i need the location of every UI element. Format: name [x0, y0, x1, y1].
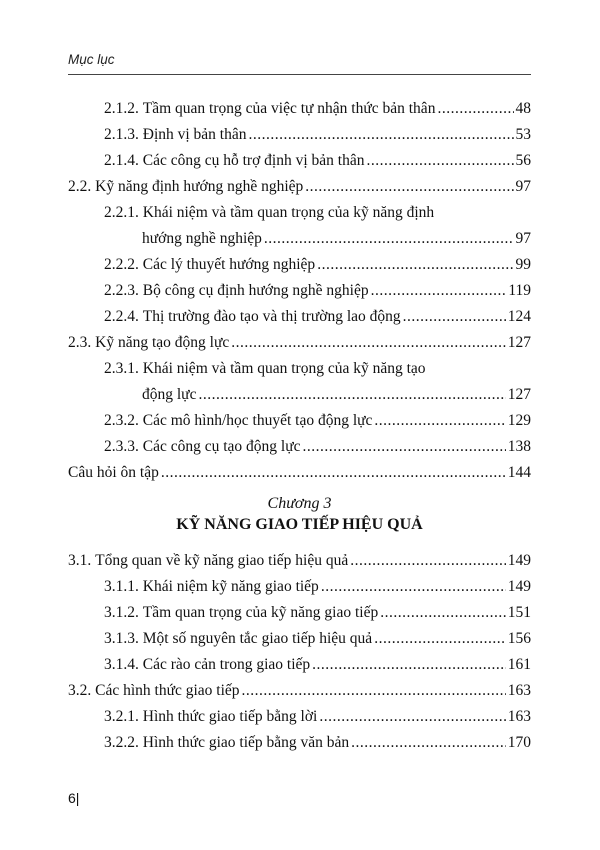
toc-entry-title: hướng nghề nghiệp [142, 230, 262, 247]
toc-entry-number: 3.1.3. [104, 630, 143, 647]
toc-entry-number: 2.2. [68, 178, 96, 195]
dot-leader [242, 678, 506, 704]
toc-entry-title: Định vị bản thân [142, 126, 247, 143]
toc-entry-page: 99 [515, 256, 531, 273]
toc-entry-title: Khái niệm kỹ năng giao tiếp [142, 578, 319, 595]
toc-entry [68, 652, 531, 678]
toc-entry-page: 163 [507, 682, 531, 699]
toc-entry-page: 97 [515, 230, 531, 247]
toc-entry-number: 2.1.3. [104, 126, 143, 143]
toc-entry-title: Tầm quan trọng của việc tự nhận thức bản thân [142, 100, 436, 117]
toc-entry-number: 3.2.2. [104, 734, 143, 751]
toc-entry [68, 330, 531, 356]
dot-leader [403, 304, 506, 330]
toc-entry [68, 96, 531, 122]
toc-entry [68, 626, 531, 652]
dot-leader [312, 652, 506, 678]
dot-leader [351, 730, 506, 756]
dot-leader [317, 252, 513, 278]
toc-entry-title: Các công cụ hỗ trợ định vị bản thân [142, 152, 365, 169]
toc-entry-page: 129 [507, 412, 531, 429]
toc-entry [68, 382, 531, 408]
dot-leader [198, 382, 505, 408]
toc-entry-title: động lực [142, 386, 197, 403]
header-rule [68, 74, 531, 75]
dot-leader [249, 122, 514, 148]
toc-entry-page: 151 [507, 604, 531, 621]
toc-entry-page: 56 [515, 152, 531, 169]
toc-entry-page: 156 [507, 630, 531, 647]
toc-entry-page: 48 [515, 100, 531, 117]
dot-leader [371, 278, 507, 304]
toc-entry-title: Tổng quan về kỹ năng giao tiếp hiệu quả [95, 552, 349, 569]
dot-leader [350, 548, 506, 574]
toc-entry-page: 127 [507, 334, 531, 351]
toc-entry [68, 730, 531, 756]
toc-entry [68, 252, 531, 278]
dot-leader [303, 434, 506, 460]
toc-entry-number: 2.2.4. [104, 308, 143, 325]
toc-entry [68, 148, 531, 174]
dot-leader [437, 96, 513, 122]
toc-entry-title: Câu hỏi ôn tập [68, 464, 159, 481]
dot-leader [321, 574, 506, 600]
toc-entry-page: 124 [507, 308, 531, 325]
toc-entry-number: 3.2.1. [104, 708, 143, 725]
toc-entry-page: 119 [508, 282, 531, 299]
toc-entry-number: 2.2.3. [104, 282, 143, 299]
toc-entry-title: Kỹ năng tạo động lực [95, 334, 230, 351]
dot-leader [264, 226, 514, 252]
toc-entry-page: 138 [507, 438, 531, 455]
toc-entry [68, 434, 531, 460]
toc-entry-title: Các công cụ tạo động lực [142, 438, 301, 455]
toc-entry-title: Hình thức giao tiếp bằng lời [142, 708, 318, 725]
toc-entry [68, 122, 531, 148]
dot-leader [374, 626, 506, 652]
dot-leader [380, 600, 506, 626]
toc-entry-number: 3.1.1. [104, 578, 143, 595]
toc-entry-number: 3.1. [68, 552, 96, 569]
toc-entry [68, 226, 531, 252]
toc-entry-title: Các rào cản trong giao tiếp [142, 656, 311, 673]
toc-entry [68, 574, 531, 600]
toc-entry-number: 2.1.4. [104, 152, 143, 169]
toc-entry [68, 408, 531, 434]
toc-entry [68, 600, 531, 626]
toc-entry-number: 3.1.2. [104, 604, 143, 621]
toc-entry-page: 149 [507, 552, 531, 569]
toc-entry-number: 2.1.2. [104, 100, 143, 117]
dot-leader [374, 408, 505, 434]
dot-leader [319, 704, 505, 730]
dot-leader [231, 330, 506, 356]
toc-entry-page: 144 [507, 464, 531, 481]
running-title: Mục lục [68, 52, 115, 67]
page-number: 6| [68, 790, 80, 806]
toc-entry [68, 460, 531, 486]
toc-entry-number: 2.3. [68, 334, 96, 351]
toc-entry-title: Kỹ năng định hướng nghề nghiệp [95, 178, 304, 195]
toc-entry [68, 548, 531, 574]
toc-entry [68, 278, 531, 304]
toc-entry-number: 3.1.4. [104, 656, 143, 673]
toc-entry [68, 174, 531, 200]
dot-leader [161, 460, 506, 486]
toc-entry-title: Hình thức giao tiếp bằng văn bản [142, 734, 350, 751]
toc-entry-title: Tầm quan trọng của kỹ năng giao tiếp [142, 604, 379, 621]
toc-entry [68, 304, 531, 330]
toc-entry-number: 3.2. [68, 682, 96, 699]
dot-leader [366, 148, 513, 174]
toc-entry-title: Các hình thức giao tiếp [95, 682, 240, 699]
toc-section-chapter-2 [68, 96, 531, 486]
toc-section-chapter-3 [68, 548, 531, 756]
toc-entry-title: Thị trường đào tạo và thị trường lao động [142, 308, 401, 325]
toc-entry [68, 704, 531, 730]
chapter-label: Chương 3 [267, 495, 332, 512]
toc-entry-number: 2.2.2. [104, 256, 143, 273]
dot-leader [305, 174, 513, 200]
toc-entry [68, 678, 531, 704]
toc-entry-number: 2.3.3. [104, 438, 143, 455]
toc-entry-page: 97 [515, 178, 531, 195]
toc-entry-page: 170 [507, 734, 531, 751]
toc-entry-number: 2.3.2. [104, 412, 143, 429]
toc-entry-title-line: 2.2.1. Khái niệm và tầm quan trọng của kỹ năng định [104, 204, 435, 221]
table-of-contents [68, 96, 531, 756]
toc-entry-title: Các lý thuyết hướng nghiệp [142, 256, 316, 273]
toc-entry-title-line: 2.3.1. Khái niệm và tầm quan trọng của kỹ năng tạo [104, 360, 426, 377]
toc-entry-title: Các mô hình/học thuyết tạo động lực [142, 412, 373, 429]
toc-entry-page: 161 [507, 656, 531, 673]
toc-entry-page: 163 [507, 708, 531, 725]
toc-entry-page: 53 [515, 126, 531, 143]
toc-entry-title: Một số nguyên tắc giao tiếp hiệu quả [142, 630, 373, 647]
chapter-title: KỸ NĂNG GIAO TIẾP HIỆU QUẢ [176, 516, 423, 533]
toc-entry-title: Bộ công cụ định hướng nghề nghiệp [142, 282, 369, 299]
toc-entry-page: 127 [507, 386, 531, 403]
toc-entry-page: 149 [507, 578, 531, 595]
